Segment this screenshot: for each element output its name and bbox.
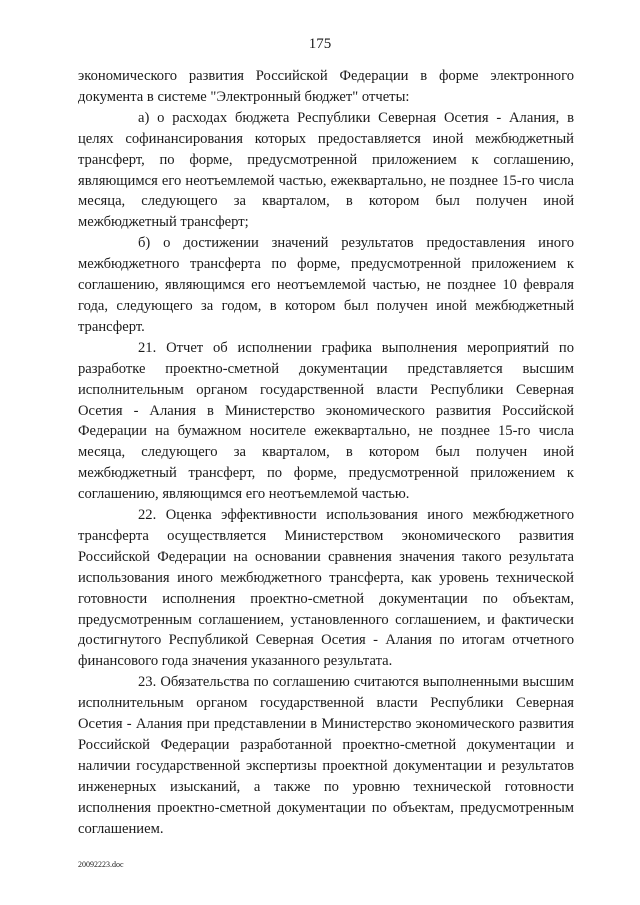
paragraph-21: 21. Отчет об исполнении графика выполнения мероприятий по разработке проектно-сметной документации представляется высшим исполнительным органом государственной власти Республики Северная Осетия - Алания в Министерство экономического развития Российской Федерации на бумажном носителе ежеквартально, не позднее 15-го числа месяца, следующего за кварталом, в котором был получен иной межбюджетный трансферт, по форме, предусмотренной приложением к соглашению, являющимся его неотъемлемой частью. [78,339,574,503]
page-number: 175 [308,36,332,52]
paragraph-22: 22. Оценка эффективности использования иного межбюджетного трансферта осуществляется Министерством экономического развития Российской Федерации на основании сравнения значения такого результата использования иного межбюджетного трансферта, как уровень технической готовности исполнения проектно-сметной документации по объектам, предусмотренным соглашением, установленного соглашением, и фактически достигнутого Республикой Северная Осетия - Алания по итогам отчетного финансового года значения указанного результата. [78,507,574,670]
paragraph-23: 23. Обязательства по соглашению считаются выполненными высшим исполнительным органом государственной власти Республики Северная Осетия - Алания при представлении в Министерство экономического развития Российской Федерации разработанной проектно-сметной документации и наличии государственной экспертизы проектной документации и результатов инженерных изысканий, а также по уровню технической готовности исполнения проектно-сметной документации по объектам, предусмотренным соглашением. [78,674,574,837]
paragraph-item-b: б) о достижении значений результатов предоставления иного межбюджетного трансферта по форме, предусмотренной приложением к соглашению, являющимся его неотъемлемой частью, не позднее 10 февраля года, следующего за годом, в котором был получен иной межбюджетный трансферт. [78,235,574,335]
document-body [78,66,574,840]
paragraph-item-a: а) о расходах бюджета Республики Северная Осетия - Алания, в целях софинансирования которых предоставляется иной межбюджетный трансферт, по форме, предусмотренной приложением к соглашению, являющимся его неотъемлемой частью, ежеквартально, не позднее 15-го числа месяца, следующего за кварталом, в котором был получен иной межбюджетный трансферт; [78,109,574,231]
file-name-footer: 20092223.doc [78,860,124,869]
paragraph-intro: экономического развития Российской Федерации в форме электронного документа в системе "Электронный бюджет" отчеты: [78,68,574,105]
